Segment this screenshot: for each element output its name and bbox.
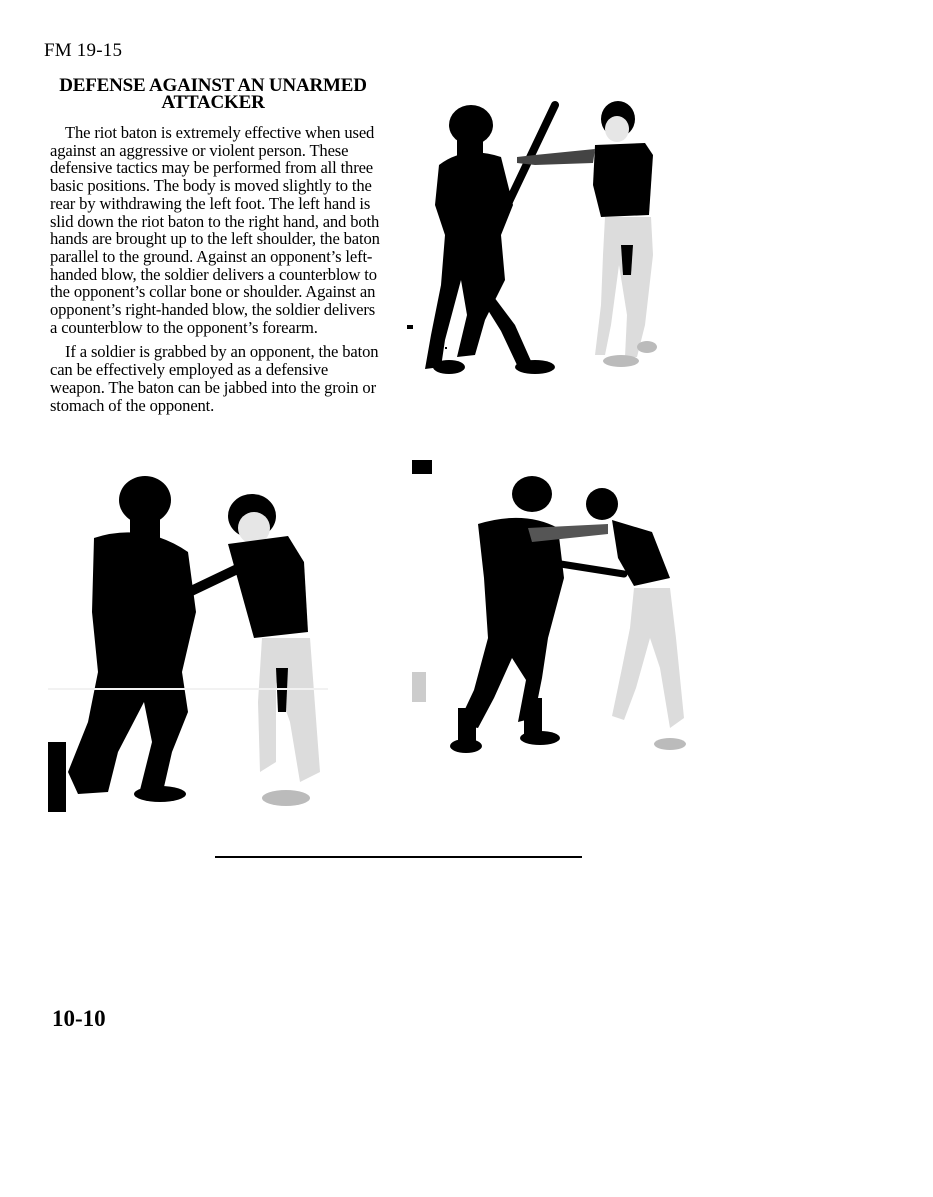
photo-baton-block [405,85,695,385]
photo-baton-jab-chest [48,472,328,817]
body-text [50,124,380,414]
section-divider [215,856,582,858]
photo-grab-defense [408,458,698,758]
manual-header: FM 19-15 [44,40,123,61]
paragraph-counterblow: The riot baton is extremely effective when used against an aggressive or violent person. These defensive tactics may be performed from all three basic positions. The body is moved slightly to the rear by withdrawing the left foot. The left hand is slid down the riot baton to the right hand, and both hands are brought up to the left shoulder, the baton parallel to the ground. Against an opponent’s left-handed blow, the soldier delivers a counterblow to the opponent’s collar bone or shoulder. Against an opponent’s right-handed blow, the soldier delivers a counterblow to the opponent’s forearm. [50,123,380,337]
section-title: DEFENSE AGAINST AN UNARMED ATTACKER [59,75,367,113]
paragraph-grabbed: If a soldier is grabbed by an opponent, the baton can be effectively employed as a defensive weapon. The baton can be jabbed into the groin or stomach of the opponent. [50,342,379,415]
page-number: 10-10 [52,1006,106,1031]
